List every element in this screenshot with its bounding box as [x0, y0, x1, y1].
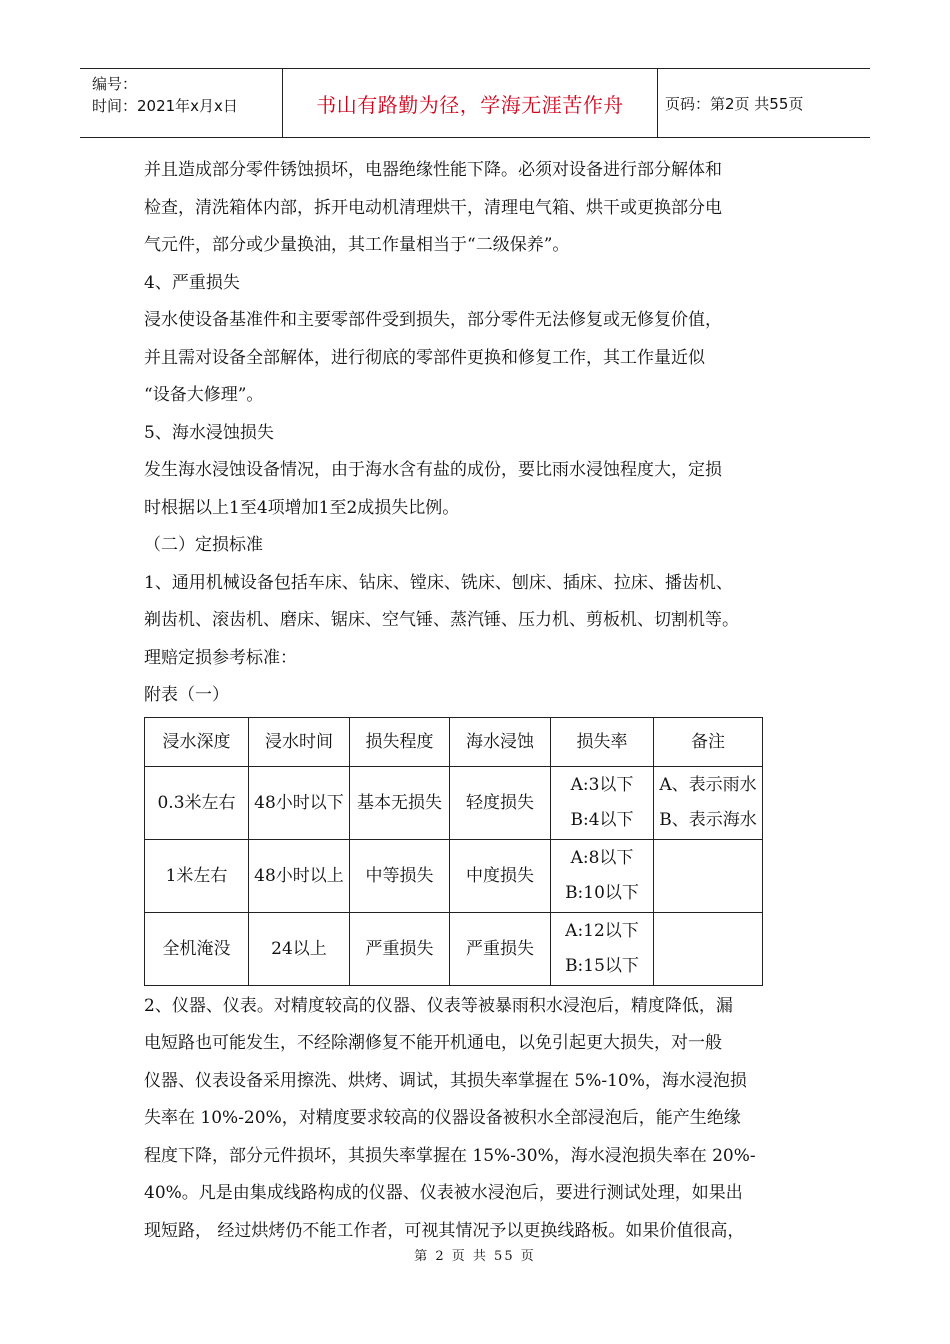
- header-motto: 书山有路勤为径，学海无涯苦作舟: [283, 69, 658, 137]
- table-row: [145, 912, 763, 985]
- section-heading: （二）定损标准: [144, 535, 263, 555]
- body-line: 电短路也可能发生，不经除潮修复不能开机通电，以免引起更大损失，对一般: [144, 1033, 722, 1053]
- rate-b: B:10以下: [565, 882, 639, 903]
- header-cell: 浸水时间: [249, 717, 350, 766]
- section-heading: 5、海水浸蚀损失: [144, 422, 274, 443]
- rate-a: A:8以下: [570, 847, 634, 868]
- time-cell: 48小时以下: [249, 766, 350, 839]
- rate-a: A:3以下: [570, 774, 634, 795]
- header-page-code: 页码：第2页 共55页: [665, 94, 804, 113]
- page-header: [80, 68, 870, 138]
- depth-cell: 0.3米左右: [145, 766, 249, 839]
- body-line: 仪器、仪表设备采用擦洗、烘烤、调试，其损失率掌握在 5%-10%，海水浸泡损: [144, 1070, 747, 1091]
- time-cell: 24以上: [249, 912, 350, 985]
- note-cell: [654, 766, 763, 839]
- header-cell: 海水浸蚀: [450, 717, 551, 766]
- body-line: “设备大修理”。: [144, 385, 264, 405]
- degree-cell: 严重损失: [350, 912, 450, 985]
- note-b: B、表示海水: [659, 809, 757, 830]
- degree-cell: 基本无损失: [350, 766, 450, 839]
- rate-b: B:15以下: [565, 955, 639, 976]
- body-line: 失率在 10%-20%，对精度要求较高的仪器设备被积水全部浸泡后，能产生绝缘: [144, 1108, 741, 1128]
- table-row: [145, 839, 763, 912]
- doc-code-label: 编号：: [92, 75, 138, 93]
- section-heading: 4、严重损失: [144, 272, 240, 293]
- body-line: 现短路， 经过烘烤仍不能工作者，可视其情况予以更换线路板。如果价值很高，: [144, 1220, 745, 1241]
- page-footer: 第 2 页 共 55 页: [414, 1249, 536, 1264]
- header-cell: 浸水深度: [145, 717, 249, 766]
- document-body: [144, 152, 824, 1250]
- doc-time-label: 时间：2021年x月x日: [92, 97, 238, 115]
- note-cell: [654, 912, 763, 985]
- body-line: 时根据以上1至4项增加1至2成损失比例。: [144, 497, 460, 518]
- rate-cell: [551, 912, 654, 985]
- header-cell: 损失程度: [350, 717, 450, 766]
- note-a: A、表示雨水: [659, 774, 757, 795]
- time-cell: 48小时以上: [249, 839, 350, 912]
- rate-a: A:12以下: [565, 920, 639, 941]
- body-line: 2、仪器、仪表。对精度较高的仪器、仪表等被暴雨积水浸泡后，精度降低，漏: [144, 995, 733, 1016]
- note-cell: [654, 839, 763, 912]
- rate-cell: [551, 839, 654, 912]
- body-line: 检查，清洗箱体内部，拆开电动机清理烘干，清理电气箱、烘干或更换部分电: [144, 197, 722, 218]
- depth-cell: 全机淹没: [145, 912, 249, 985]
- body-line: 气元件，部分或少量换油，其工作量相当于“二级保养”。: [144, 235, 570, 255]
- body-line: 理赔定损参考标准：: [144, 647, 297, 668]
- sea-cell: 中度损失: [450, 839, 551, 912]
- sea-cell: 严重损失: [450, 912, 551, 985]
- table-caption: 附表（一）: [144, 685, 229, 705]
- body-line: 剃齿机、滚齿机、磨床、锯床、空气锤、蒸汽锤、压力机、剪板机、切割机等。: [144, 610, 739, 630]
- body-line: 40%。凡是由集成线路构成的仪器、仪表被水浸泡后，要进行测试处理，如果出: [144, 1183, 743, 1203]
- header-meta: [80, 69, 283, 137]
- loss-standard-table: [144, 717, 763, 986]
- body-line: 并且需对设备全部解体，进行彻底的零部件更换和修复工作，其工作量近似: [144, 347, 705, 368]
- body-line: 1、通用机械设备包括车床、钻床、镗床、铣床、刨床、插床、拉床、播齿机、: [144, 572, 733, 593]
- body-line: 并且造成部分零件锈蚀损坏，电器绝缘性能下降。必须对设备进行部分解体和: [144, 160, 722, 180]
- header-cell: 损失率: [551, 717, 654, 766]
- table-header-row: [145, 717, 763, 766]
- body-line: 程度下降，部分元件损坏，其损失率掌握在 15%-30%，海水浸泡损失率在 20%-: [144, 1145, 756, 1166]
- body-line: 发生海水浸蚀设备情况，由于海水含有盐的成份，要比雨水浸蚀程度大，定损: [144, 460, 722, 480]
- rate-cell: [551, 766, 654, 839]
- degree-cell: 中等损失: [350, 839, 450, 912]
- table-row: [145, 766, 763, 839]
- sea-cell: 轻度损失: [450, 766, 551, 839]
- body-line: 浸水使设备基准件和主要零部件受到损失，部分零件无法修复或无修复价值，: [144, 310, 722, 330]
- rate-b: B:4以下: [570, 809, 634, 830]
- header-cell: 备注: [654, 717, 763, 766]
- depth-cell: 1米左右: [145, 839, 249, 912]
